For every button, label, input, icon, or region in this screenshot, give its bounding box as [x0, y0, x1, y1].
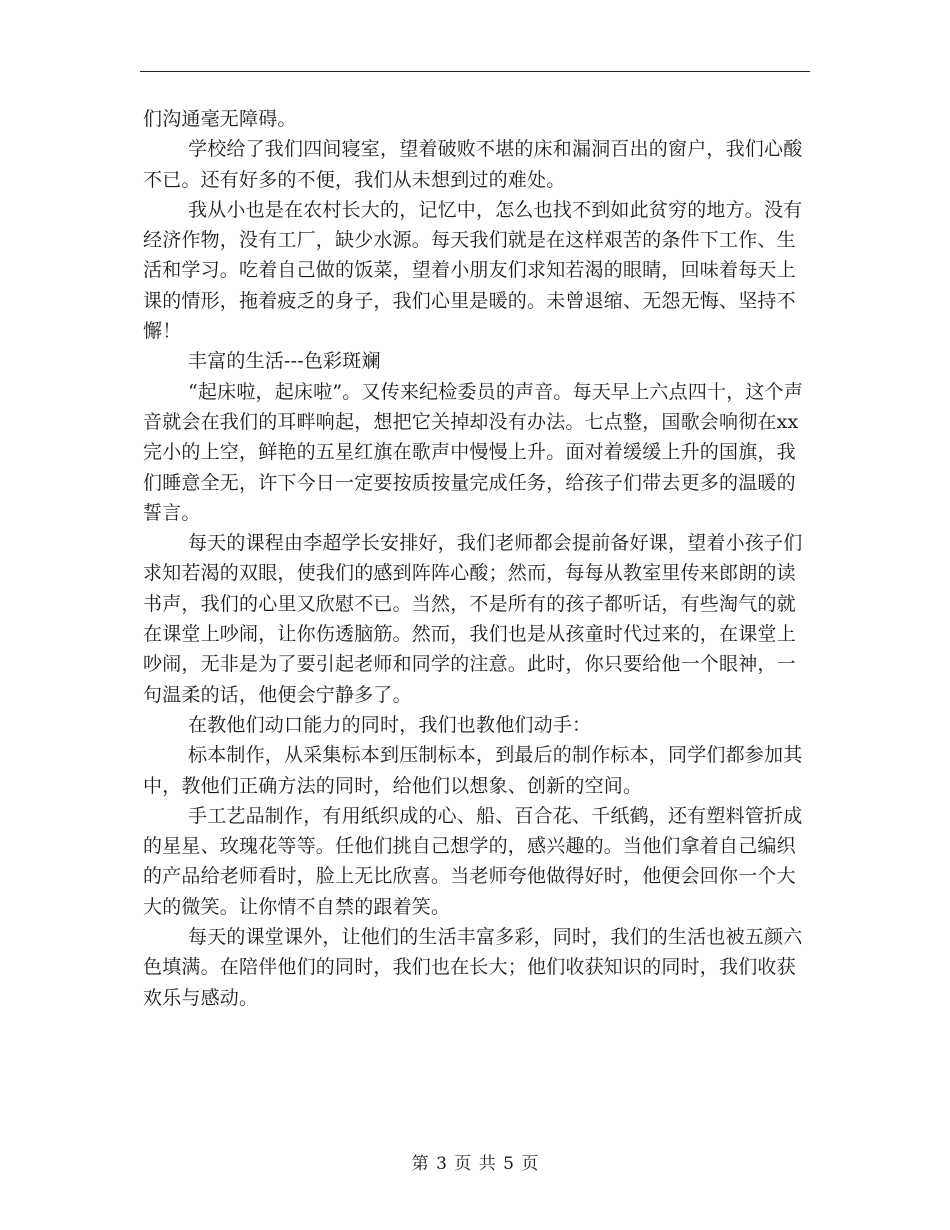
paragraph-5: “起床啦，起床啦”。又传来纪检委员的声音。每天早上六点四十，这个声音就会在我们的耳畔响起，想把它关掉却没有办法。七点整，国歌会响彻在xx完小的上空，鲜艳的五星红旗在歌声中慢慢上升。面对着缓缓上升的国旗，我们睡意全无，许下今日一定要按质按量完成任务，给孩子们带去更多的温暖的誓言。: [143, 380, 804, 524]
paragraph-2: 学校给了我们四间寝室，望着破败不堪的床和漏洞百出的窗户，我们心酸不已。还有好多的不便，我们从未想到过的难处。: [143, 138, 803, 191]
header-rule: [140, 71, 810, 72]
paragraph-10: 每天的课堂课外，让他们的生活丰富多彩，同时，我们的生活也被五颜六色填满。在陪伴他们的同时，我们也在长大；他们收获知识的同时，我们收获欢乐与感动。: [143, 926, 803, 1009]
section-heading: 丰富的生活---色彩斑斓: [188, 350, 381, 373]
paragraph-1: 们沟通毫无障碍。: [143, 108, 297, 130]
paragraph-7: 在教他们动口能力的同时，我们也教他们动手：: [188, 713, 592, 736]
paragraph-8: 标本制作，从采集标本到压制标本，到最后的制作标本，同学们都参加其中，教他们正确方法的同时，给他们以想象、创新的空间。: [143, 744, 803, 797]
paragraph-3: 我从小也是在农村长大的，记忆中，怎么也找不到如此贫穷的地方。没有经济作物，没有工厂，缺少水源。每天我们就是在这样艰苦的条件下工作、生活和学习。吃着自己做的饭菜，望着小朋友们求知若渴的眼睛，回味着每天上课的情形，拖着疲乏的身子，我们心里是暖的。未曾退缩、无怨无悔、坚持不懈！: [143, 198, 803, 343]
document-body: [143, 104, 811, 1013]
page-number-footer: 第 3 页 共 5 页: [411, 1154, 539, 1174]
paragraph-6: 每天的课程由李超学长安排好，我们老师都会提前备好课，望着小孩子们求知若渴的双眼，使我们的感到阵阵心酸；然而，每每从教室里传来郎朗的读书声，我们的心里又欣慰不已。当然，不是所有的孩子都听话，有些淘气的就在课堂上吵闹，让你伤透脑筋。然而，我们也是从孩童时代过来的，在课堂上吵闹，无非是为了要引起老师和同学的注意。此时，你只要给他一个眼神，一句温柔的话，他便会宁静多了。: [143, 532, 803, 706]
paragraph-9: 手工艺品制作，有用纸织成的心、船、百合花、千纸鹤，还有塑料管折成的星星、玫瑰花等等。任他们挑自己想学的，感兴趣的。当他们拿着自己编织的产品给老师看时，脸上无比欣喜。当老师夸他做得好时，他便会回你一个大大的微笑。让你情不自禁的跟着笑。: [143, 804, 803, 918]
